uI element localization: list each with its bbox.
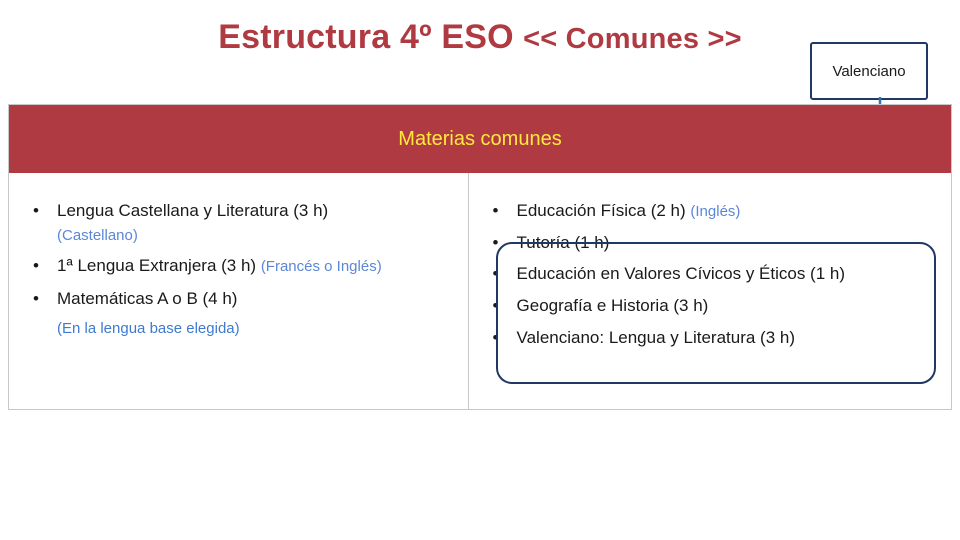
subject-note: (Castellano) [57, 226, 138, 244]
list-item [23, 199, 454, 246]
subject-text: Geografía e Historia (3 h) [516, 295, 709, 315]
list-item [483, 262, 937, 287]
valenciano-callout [810, 42, 928, 100]
subject-note: (Francés o Inglés) [260, 258, 382, 276]
subject-text: Valenciano: Lengua y Literatura (3 h) [516, 327, 795, 347]
page-title-main: Estructura 4º ESO [218, 18, 514, 56]
bullet-icon: • [492, 201, 499, 220]
subject-text: Educación en Valores Cívicos y Éticos (1 h) [516, 264, 846, 284]
list-item [483, 231, 937, 256]
bullet-icon: • [492, 295, 499, 315]
bullet-icon: • [33, 201, 39, 220]
bullet-icon: • [492, 264, 499, 284]
bullet-icon: • [33, 289, 39, 309]
list-item [483, 199, 937, 224]
list-item [23, 254, 454, 279]
bullet-icon: • [33, 256, 39, 276]
subject-note: (Inglés) [690, 203, 741, 220]
subject-text: Lengua Castellana y Literatura (3 h) [57, 201, 329, 220]
bullet-icon: • [492, 327, 499, 347]
valenciano-callout-label: Valenciano [832, 62, 906, 80]
table-header-label: Materias comunes [398, 127, 562, 150]
table-body [9, 173, 951, 410]
right-subject-list [483, 199, 937, 350]
subject-text: Matemáticas A o B (4 h) [57, 289, 238, 309]
list-item [483, 326, 937, 351]
list-item [23, 287, 454, 312]
table-header [9, 105, 951, 173]
subject-text: 1ª Lengua Extranjera (3 h) [57, 256, 257, 276]
table-column-left [9, 173, 469, 410]
comunes-table [8, 104, 952, 410]
bullet-icon: • [492, 232, 499, 252]
left-column-footnote: (En la lengua base elegida) [57, 319, 240, 337]
list-item [483, 294, 937, 319]
page-title-sub: << Comunes >> [523, 23, 742, 55]
table-column-right [469, 173, 951, 410]
subject-text: Tutoría (1 h) [516, 232, 610, 252]
left-subject-list [23, 199, 454, 312]
subject-text: Educación Física (2 h) [516, 201, 686, 220]
